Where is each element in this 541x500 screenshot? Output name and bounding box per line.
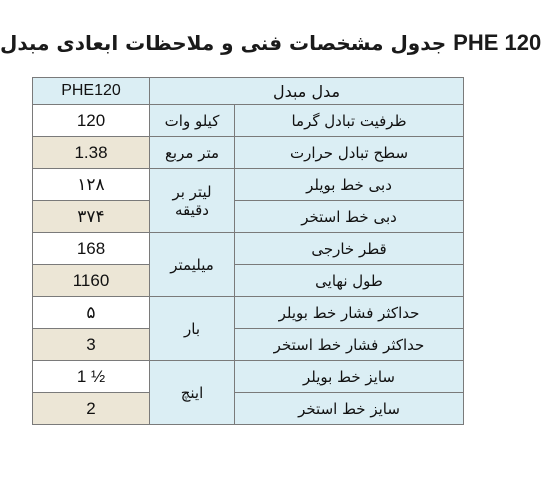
table-row [33,169,464,201]
value-cell: ۱۲۸ [33,169,150,201]
unit-cell: بار [150,297,235,361]
title-text: جدول مشخصات فنی و ملاحظات ابعادی مبدل [0,31,447,55]
table-row [33,297,464,329]
table-row [33,361,464,393]
table-row [33,265,464,297]
table-row [33,137,464,169]
unit-cell: کیلو وات [150,105,235,137]
table-row [33,233,464,265]
param-cell: ظرفیت تبادل گرما [235,105,464,137]
value-cell: 3 [33,329,150,361]
param-cell: دبی خط بویلر [235,169,464,201]
header-label-cell: مدل مبدل [150,78,464,105]
unit-cell: دقیقه [150,201,235,233]
unit-cell: میلیمتر [150,233,235,297]
table-row [33,393,464,425]
value-cell: ۵ [33,297,150,329]
unit-cell: لیتر بر [150,169,235,201]
param-cell: قطر خارجی [235,233,464,265]
unit-cell: اینچ [150,361,235,425]
table-row [33,201,464,233]
value-cell: 2 [33,393,150,425]
param-cell: سایز خط بویلر [235,361,464,393]
unit-cell: متر مربع [150,137,235,169]
table-header-row [33,78,464,105]
title-model: PHE 120 [453,30,541,55]
page-title [0,30,541,64]
value-cell: 1.38 [33,137,150,169]
param-cell: حداکثر فشار خط بویلر [235,297,464,329]
value-cell: ۳۷۴ [33,201,150,233]
value-cell: 120 [33,105,150,137]
header-model-cell: PHE120 [33,78,150,105]
param-cell: دبی خط استخر [235,201,464,233]
value-cell: 1160 [33,265,150,297]
param-cell: سایز خط استخر [235,393,464,425]
spec-table [32,77,464,425]
table-row [33,105,464,137]
param-cell: حداکثر فشار خط استخر [235,329,464,361]
table-row [33,329,464,361]
value-cell: 168 [33,233,150,265]
param-cell: سطح تبادل حرارت [235,137,464,169]
value-cell: 1 ½ [33,361,150,393]
param-cell: طول نهایی [235,265,464,297]
